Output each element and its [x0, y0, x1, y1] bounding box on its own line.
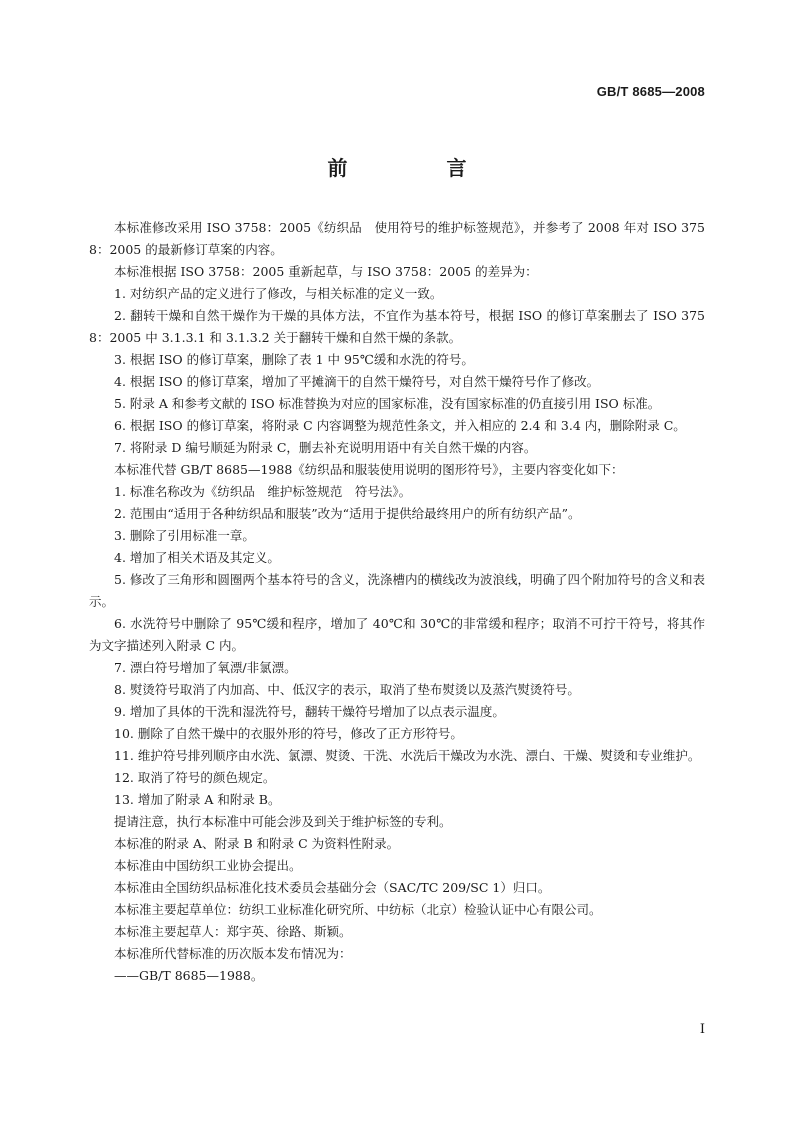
list-item: 5. 附录 A 和参考文献的 ISO 标准替换为对应的国家标准，没有国家标准的仍直接引用 ISO 标准。 [114, 396, 661, 411]
foreword-body [89, 217, 705, 987]
paragraph: 本标准代替 GB/T 8685—1988《纺织品和服装使用说明的图形符号》，主要内容变化如下： [114, 462, 624, 477]
list-item: 3. 根据 ISO 的修订草案，删除了表 1 中 95℃缓和水洗的符号。 [114, 352, 474, 367]
list-item: 6. 根据 ISO 的修订草案，将附录 C 内容调整为规范性条文，并入相应的 2.4 和 3.4 内，删除附录 C。 [114, 418, 686, 433]
list-item: ——GB/T 8685—1988。 [114, 968, 264, 983]
list-item: 10. 删除了自然干燥中的衣服外形的符号，修改了正方形符号。 [114, 726, 463, 741]
list-item: 9. 增加了具体的干洗和湿洗符号，翻转干燥符号增加了以点表示温度。 [114, 704, 505, 719]
paragraph: 本标准的附录 A、附录 B 和附录 C 为资料性附录。 [114, 836, 400, 851]
list-item: 7. 漂白符号增加了氧漂/非氯漂。 [114, 660, 297, 675]
paragraph: 本标准主要起草单位：纺织工业标准化研究所、中纺标（北京）检验认证中心有限公司。 [114, 902, 602, 917]
list-item: 2. 范围由“适用于各种纺织品和服装”改为“适用于提供给最终用户的所有纺织产品”。 [114, 506, 581, 521]
list-item: 3. 删除了引用标准一章。 [114, 528, 255, 543]
list-item: 11. 维护符号排列顺序由水洗、氯漂、熨烫、干洗、水洗后干燥改为水洗、漂白、干燥、熨烫和专业维护。 [114, 748, 701, 763]
list-item: 2. 翻转干燥和自然干燥作为干燥的具体方法，不宜作为基本符号，根据 ISO 的修订草案删去了 ISO 3758：2005 中 3.1.3.1 和 3.1.3.2 关于翻转干燥和自然干燥的条款。 [89, 308, 705, 345]
list-item: 8. 熨烫符号取消了内加高、中、低汉字的表示，取消了垫布熨烫以及蒸汽熨烫符号。 [114, 682, 580, 697]
list-item: 1. 标准名称改为《纺织品 维护标签规范 符号法》。 [114, 484, 412, 499]
paragraph: 提请注意，执行本标准中可能会涉及到关于维护标签的专利。 [114, 814, 452, 829]
paragraph: 本标准由全国纺织品标准化技术委员会基础分会（SAC/TC 209/SC 1）归口。 [114, 880, 551, 895]
paragraph: 本标准根据 ISO 3758：2005 重新起草，与 ISO 3758：2005 的差异为： [114, 264, 538, 279]
list-item: 1. 对纺织产品的定义进行了修改，与相关标准的定义一致。 [114, 286, 443, 301]
standard-code: GB/T 8685—2008 [596, 84, 705, 99]
page-number: I [699, 1022, 705, 1037]
paragraph: 本标准由中国纺织工业协会提出。 [114, 858, 302, 873]
paragraph: 本标准主要起草人：郑宇英、徐路、斯颖。 [114, 924, 352, 939]
paragraph: 本标准修改采用 ISO 3758：2005《纺织品 使用符号的维护标签规范》，并参考了 2008 年对 ISO 3758：2005 的最新修订草案的内容。 [89, 220, 705, 257]
list-item: 13. 增加了附录 A 和附录 B。 [114, 792, 281, 807]
list-item: 6. 水洗符号中删除了 95℃缓和程序，增加了 40℃和 30℃的非常缓和程序；取消不可拧干符号，将其作为文字描述列入附录 C 内。 [89, 616, 705, 653]
page-title: 前 言 [327, 156, 513, 180]
paragraph: 本标准所代替标准的历次版本发布情况为： [114, 946, 352, 961]
list-item: 4. 增加了相关术语及其定义。 [114, 550, 280, 565]
list-item: 7. 将附录 D 编号顺延为附录 C，删去补充说明用语中有关自然干燥的内容。 [114, 440, 537, 455]
list-item: 12. 取消了符号的颜色规定。 [114, 770, 276, 785]
list-item: 5. 修改了三角形和圆圈两个基本符号的含义，洗涤槽内的横线改为波浪线，明确了四个附加符号的含义和表示。 [89, 572, 705, 609]
list-item: 4. 根据 ISO 的修订草案，增加了平摊滴干的自然干燥符号，对自然干燥符号作了修改。 [114, 374, 600, 389]
